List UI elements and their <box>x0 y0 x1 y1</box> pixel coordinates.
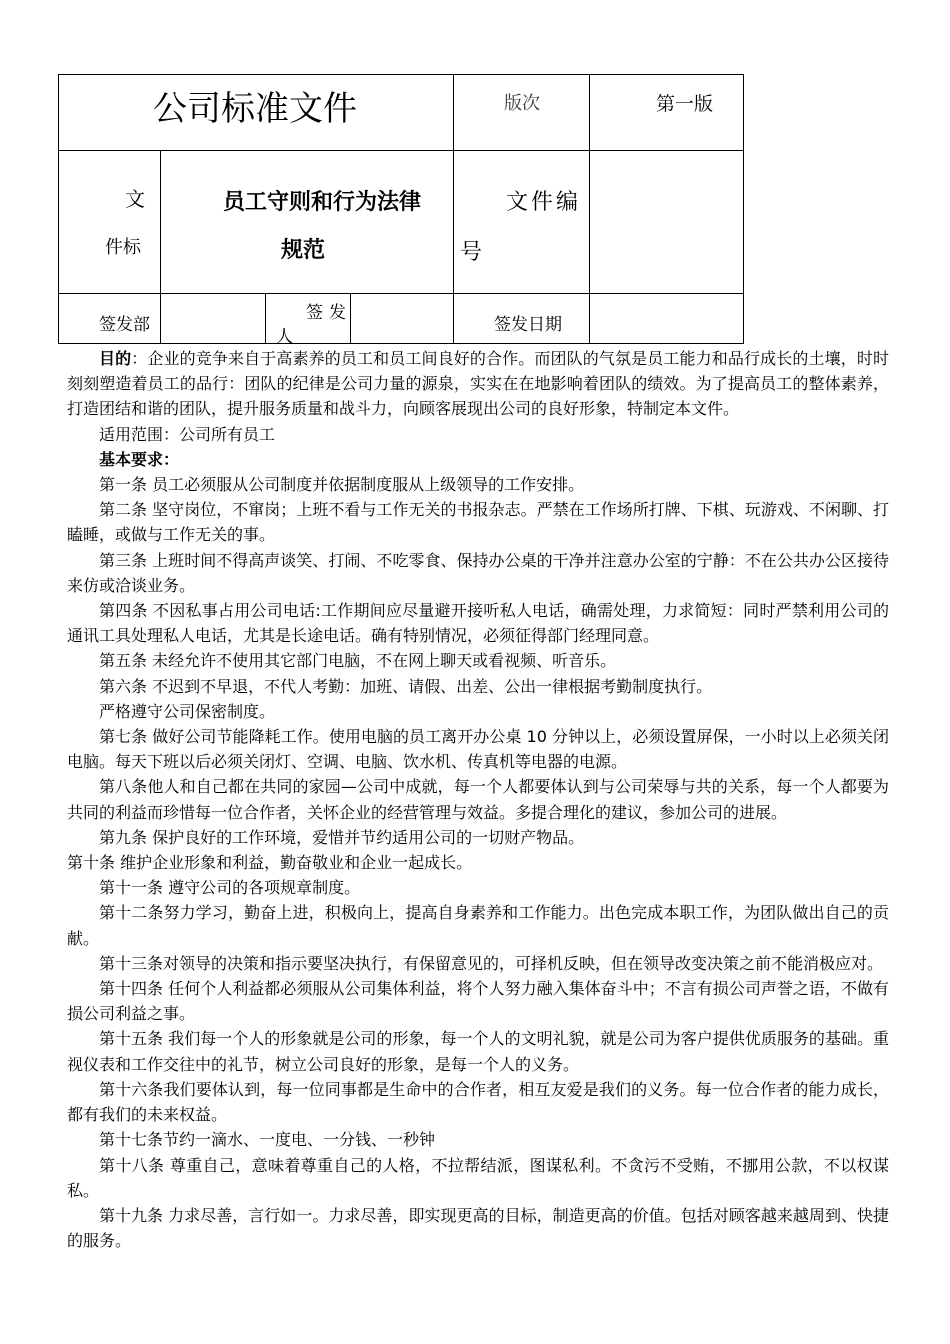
article-16: 第十六条我们要体认到，每一位同事都是生命中的合作者，相互友爱是我们的义务。每一位合作者的能力成长，都有我们的未来权益。 <box>67 1079 889 1125</box>
article-6: 第六条 不迟到不早退，不代人考勤：加班、请假、出差、公出一律根据考勤制度执行。 <box>99 676 713 696</box>
article-12: 第十二条努力学习，勤奋上进，积极向上，提高自身素养和工作能力。出色完成本职工作，为团队做出自己的贡献。 <box>67 903 889 948</box>
document-heading: 公司标准文件 <box>153 89 357 129</box>
issuer-value-cell <box>350 293 454 344</box>
doc-title-label-line2: 件标 <box>105 237 141 258</box>
article-13: 第十三条对领导的决策和指示要坚决执行，有保留意见的，可择机反映，但在领导改变决策之前不能消极应对。 <box>99 953 884 973</box>
header-table <box>58 74 744 347</box>
doc-title-line2: 规范 <box>281 238 326 263</box>
issue-dept-label-cell <box>58 293 161 344</box>
version-label: 版次 <box>504 93 540 114</box>
article-17: 第十七条节约一滴水、一度电、一分钱、一秒钟 <box>99 1130 436 1150</box>
purpose-paragraph <box>67 346 889 422</box>
article-8: 第八条他人和自己都在共同的家园—公司中成就，每一个人都要体认到与公司荣辱与共的关系，每一个人都要为共同的利益而珍惜每一位合作者，关怀企业的经营管理与效益。多提合理化的建议，参加公司的进展。 <box>67 777 889 822</box>
article-11: 第十一条 遵守公司的各项规章制度。 <box>99 878 361 898</box>
issuer-label-line2: 人 <box>276 327 293 347</box>
issue-date-value-cell <box>589 293 744 344</box>
scope-paragraph: 适用范围：公司所有员工 <box>99 424 276 444</box>
version-value-cell <box>589 74 744 151</box>
article-3: 第三条 上班时间不得高声谈笑、打闹、不吃零食、保持办公桌的干净并注意办公室的宁静：不在公共办公区接待来仿或洽谈业务。 <box>67 550 889 595</box>
purpose-text: ：企业的竞争来自于高素养的员工和员工间良好的合作。而团队的气氛是员工能力和品行成长的土壤，时时刻刻塑造着员工的品行：团队的纪律是公司力量的源泉，实实在在地影响着团队的绩效。为了提高员工的整体素养，打造团结和谐的团队，提升服务质量和战斗力，向顾客展现出公司的良好形象，特制定本文件。 <box>67 349 889 419</box>
issue-dept-value-cell <box>160 293 266 344</box>
version-label-cell <box>453 74 590 151</box>
document-body <box>67 346 889 1253</box>
doc-number-label-line2: 号 <box>460 240 483 265</box>
issuer-label-cell <box>265 293 352 347</box>
article-7: 第七条 做好公司节能降耗工作。使用电脑的员工离开办公桌 10 分钟以上，必须设置屏保，一小时以上必须关闭电脑。每天下班以后必须关闭灯、空调、电脑、饮水机、传真机等电器的电源。 <box>67 727 889 772</box>
basic-requirements-heading: 基本要求： <box>99 449 180 469</box>
doc-number-value-cell <box>589 150 744 294</box>
version-value: 第一版 <box>656 93 714 115</box>
article-9: 第九条 保护良好的工作环境，爱惜并节约适用公司的一切财产物品。 <box>99 827 585 847</box>
article-18: 第十八条 尊重自己，意味着尊重自己的人格，不拉帮结派，图谋私利。不贪污不受贿，不挪用公款，不以权谋私。 <box>67 1155 889 1200</box>
article-10: 第十条 维护企业形象和利益，勤奋敬业和企业一起成长。 <box>67 853 473 873</box>
doc-title-line1: 员工守则和行为法律 <box>223 190 422 215</box>
confidentiality-line: 严格遵守公司保密制度。 <box>99 701 276 721</box>
article-14: 第十四条 任何个人利益都必须服从公司集体利益，将个人努力融入集体奋斗中；不言有损公司声誉之语，不做有损公司利益之事。 <box>67 979 889 1024</box>
doc-title-label-line1: 文 <box>125 187 145 211</box>
article-1: 第一条 员工必须服从公司制度并依据制度服从上级领导的工作安排。 <box>99 475 585 495</box>
title-cell <box>58 74 454 151</box>
doc-title-label-cell <box>58 150 161 294</box>
doc-number-label-cell <box>453 150 590 294</box>
article-19: 第十九条 力求尽善，言行如一。力求尽善，即实现更高的目标，制造更高的价值。包括对顾客越来越周到、快捷的服务。 <box>67 1205 889 1251</box>
issuer-label-line1: 签发 <box>306 303 352 323</box>
issue-date-label: 签发日期 <box>494 315 562 335</box>
article-4: 第四条 不因私事占用公司电话:工作期间应尽量避开接听私人电话，确需处理，力求简短：同时严禁利用公司的通讯工具处理私人电话，尤其是长途电话。确有特别情况，必须征得部门经理同意。 <box>67 601 889 646</box>
issue-dept-label: 签发部 <box>99 315 150 335</box>
issue-date-label-cell <box>453 293 590 344</box>
purpose-label: 目的 <box>99 349 132 368</box>
article-15: 第十五条 我们每一个人的形象就是公司的形象，每一个人的文明礼貌，就是公司为客户提供优质服务的基础。重视仪表和工作交往中的礼节，树立公司良好的形象，是每一个人的义务。 <box>67 1029 889 1074</box>
doc-number-label-line1: 文件编 <box>506 190 582 215</box>
article-5: 第五条 未经允许不使用其它部门电脑，不在网上聊天或看视频、听音乐。 <box>99 651 617 671</box>
doc-title-value-cell <box>160 150 454 294</box>
article-2: 第二条 坚守岗位，不窜岗；上班不看与工作无关的书报杂志。严禁在工作场所打牌、下棋、玩游戏、不闲聊、打瞌睡，或做与工作无关的事。 <box>67 500 889 545</box>
